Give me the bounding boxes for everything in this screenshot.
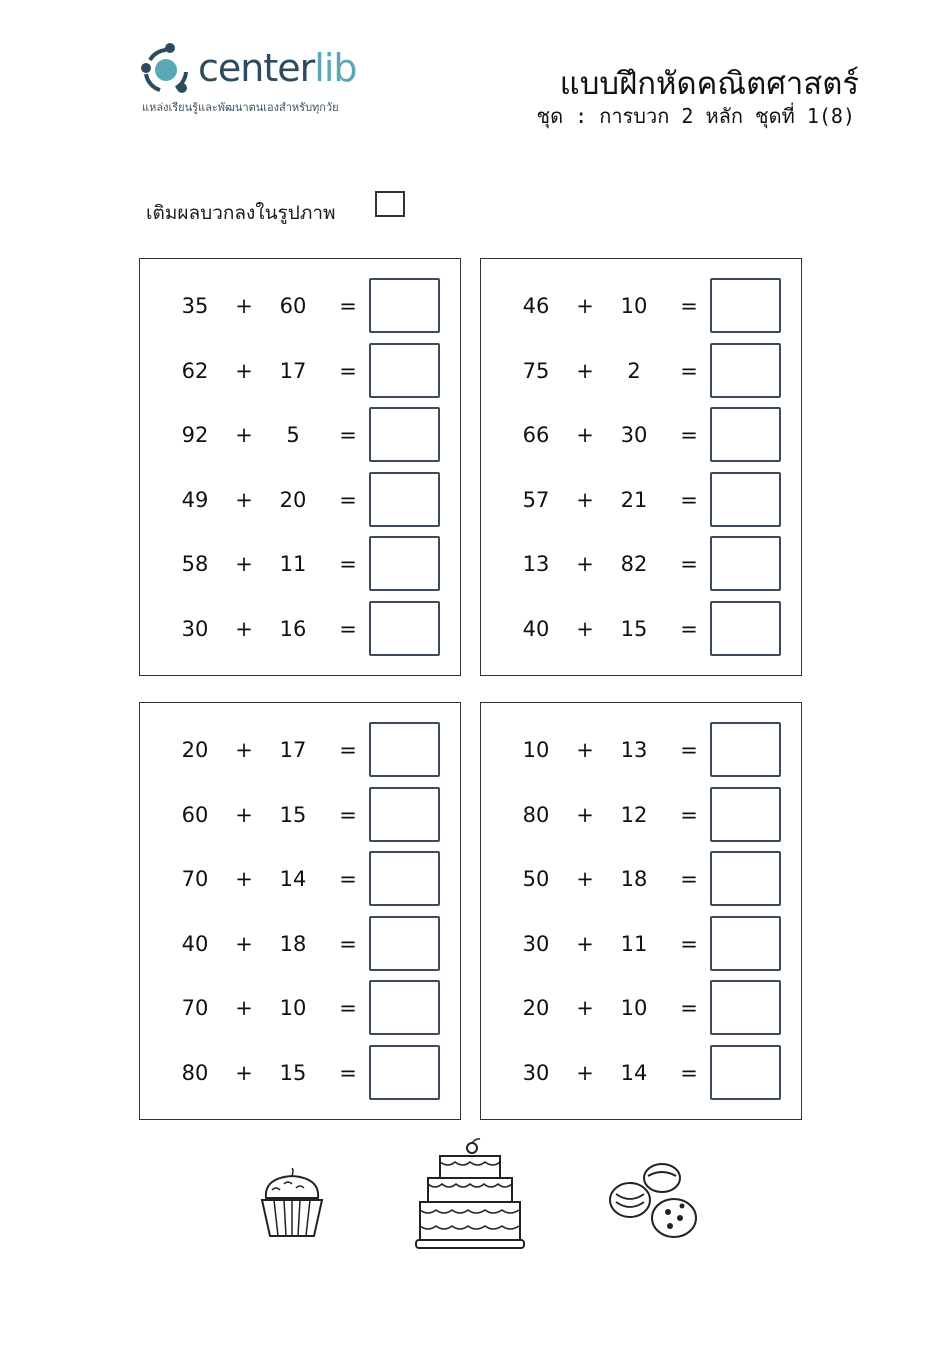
- plus-sign: +: [235, 617, 253, 641]
- worksheet-title: แบบฝึกหัดคณิตศาสตร์: [559, 66, 859, 102]
- addend-1: 30: [522, 931, 550, 956]
- addend-1: 20: [522, 996, 550, 1021]
- layer-cake-icon: [414, 1138, 526, 1252]
- equals-sign: =: [339, 802, 357, 827]
- plus-sign: +: [576, 617, 594, 641]
- addend-1: 66: [522, 423, 550, 448]
- addend-1: 20: [181, 738, 209, 762]
- problem-row: [481, 916, 801, 972]
- problem-row: [140, 851, 460, 907]
- answer-box[interactable]: [369, 722, 440, 777]
- equals-sign: =: [339, 487, 357, 512]
- addend-1: 70: [181, 867, 209, 892]
- addend-1: 13: [522, 552, 550, 577]
- answer-box[interactable]: [369, 1045, 440, 1100]
- plus-sign: +: [576, 867, 594, 892]
- problem-panel-1: [139, 258, 461, 676]
- addend-2: 14: [620, 1061, 648, 1085]
- plus-sign: +: [576, 423, 594, 448]
- addend-2: 10: [620, 996, 648, 1021]
- plus-sign: +: [235, 552, 253, 577]
- addend-2: 82: [620, 552, 648, 577]
- problem-row: [481, 343, 801, 399]
- addend-1: 40: [522, 617, 550, 641]
- problem-row: [140, 536, 460, 592]
- addend-2: 5: [286, 423, 300, 448]
- plus-sign: +: [576, 294, 594, 318]
- problem-row: [140, 601, 460, 657]
- addend-1: 40: [181, 931, 209, 956]
- plus-sign: +: [235, 996, 253, 1021]
- problem-row: [140, 407, 460, 463]
- equals-sign: =: [339, 996, 357, 1021]
- addend-2: 11: [620, 931, 648, 956]
- addend-2: 11: [279, 552, 307, 577]
- answer-box[interactable]: [710, 343, 781, 398]
- addend-2: 10: [620, 294, 648, 318]
- answer-box[interactable]: [369, 407, 440, 462]
- equals-sign: =: [680, 867, 698, 892]
- problem-panel-3: [139, 702, 461, 1120]
- addend-1: 58: [181, 552, 209, 577]
- problem-row: [481, 407, 801, 463]
- plus-sign: +: [235, 738, 253, 762]
- plus-sign: +: [576, 1061, 594, 1085]
- equals-sign: =: [680, 358, 698, 383]
- problem-row: [481, 980, 801, 1036]
- addend-1: 75: [522, 358, 550, 383]
- addend-1: 50: [522, 867, 550, 892]
- answer-box[interactable]: [710, 601, 781, 656]
- plus-sign: +: [576, 931, 594, 956]
- instruction-example-box: [375, 191, 405, 217]
- problem-panel-2: [480, 258, 802, 676]
- answer-box[interactable]: [710, 536, 781, 591]
- addend-1: 80: [522, 802, 550, 827]
- equals-sign: =: [339, 358, 357, 383]
- logo-wordmark: [198, 44, 357, 92]
- plus-sign: +: [576, 552, 594, 577]
- addend-2: 2: [627, 358, 641, 383]
- plus-sign: +: [576, 996, 594, 1021]
- addend-2: 14: [279, 867, 307, 892]
- addend-1: 10: [522, 738, 550, 762]
- equals-sign: =: [680, 617, 698, 641]
- answer-box[interactable]: [710, 407, 781, 462]
- addend-2: 10: [279, 996, 307, 1021]
- addend-1: 57: [522, 487, 550, 512]
- addend-2: 18: [279, 931, 307, 956]
- logo-brand-part1: center: [198, 46, 315, 90]
- equals-sign: =: [680, 1061, 698, 1085]
- addend-1: 92: [181, 423, 209, 448]
- cupcake-icon: [258, 1168, 326, 1240]
- problem-row: [140, 472, 460, 528]
- plus-sign: +: [576, 802, 594, 827]
- instruction-text: เติมผลบวกลงในรูปภาพ: [146, 202, 336, 224]
- plus-sign: +: [235, 802, 253, 827]
- problem-row: [140, 1045, 460, 1101]
- answer-box[interactable]: [369, 980, 440, 1035]
- addend-2: 16: [279, 617, 307, 641]
- answer-box[interactable]: [710, 916, 781, 971]
- plus-sign: +: [235, 294, 253, 318]
- addend-2: 60: [279, 294, 307, 318]
- addend-2: 18: [620, 867, 648, 892]
- answer-box[interactable]: [369, 472, 440, 527]
- addend-2: 21: [620, 487, 648, 512]
- answer-box[interactable]: [369, 536, 440, 591]
- addend-1: 70: [181, 996, 209, 1021]
- chocolates-icon: [608, 1162, 702, 1242]
- problem-row: [140, 980, 460, 1036]
- answer-box[interactable]: [369, 601, 440, 656]
- logo-mark-icon: [140, 42, 192, 94]
- problem-row: [481, 851, 801, 907]
- logo: [140, 40, 400, 120]
- answer-box[interactable]: [369, 851, 440, 906]
- addend-1: 30: [181, 617, 209, 641]
- problem-row: [481, 536, 801, 592]
- problem-panel-4: [480, 702, 802, 1120]
- problem-row: [140, 722, 460, 778]
- equals-sign: =: [680, 996, 698, 1021]
- answer-box[interactable]: [710, 1045, 781, 1100]
- equals-sign: =: [680, 423, 698, 448]
- problem-row: [481, 601, 801, 657]
- addend-1: 80: [181, 1061, 209, 1085]
- problem-row: [140, 787, 460, 843]
- problem-row: [481, 722, 801, 778]
- addend-2: 30: [620, 423, 648, 448]
- problem-row: [140, 916, 460, 972]
- problem-row: [481, 1045, 801, 1101]
- plus-sign: +: [235, 487, 253, 512]
- equals-sign: =: [339, 931, 357, 956]
- equals-sign: =: [339, 867, 357, 892]
- addend-1: 62: [181, 358, 209, 383]
- problem-row: [481, 787, 801, 843]
- plus-sign: +: [235, 358, 253, 383]
- addend-2: 12: [620, 802, 648, 827]
- addend-2: 13: [620, 738, 648, 762]
- plus-sign: +: [235, 1061, 253, 1085]
- equals-sign: =: [339, 294, 357, 318]
- plus-sign: +: [576, 738, 594, 762]
- answer-box[interactable]: [710, 472, 781, 527]
- equals-sign: =: [680, 738, 698, 762]
- addend-1: 30: [522, 1061, 550, 1085]
- equals-sign: =: [680, 802, 698, 827]
- plus-sign: +: [576, 487, 594, 512]
- addend-1: 35: [181, 294, 209, 318]
- logo-brand-part2: lib: [314, 46, 357, 90]
- addend-1: 46: [522, 294, 550, 318]
- addend-1: 49: [181, 487, 209, 512]
- equals-sign: =: [339, 738, 357, 762]
- addend-2: 17: [279, 738, 307, 762]
- plus-sign: +: [576, 358, 594, 383]
- answer-box[interactable]: [710, 278, 781, 333]
- answer-box[interactable]: [710, 851, 781, 906]
- problem-row: [140, 278, 460, 334]
- plus-sign: +: [235, 931, 253, 956]
- equals-sign: =: [339, 1061, 357, 1085]
- problem-row: [481, 472, 801, 528]
- equals-sign: =: [339, 617, 357, 641]
- problem-row: [481, 278, 801, 334]
- answer-box[interactable]: [369, 343, 440, 398]
- logo-tagline: แหล่งเรียนรู้และพัฒนาตนเองสำหรับทุกวัย: [142, 101, 339, 114]
- answer-box[interactable]: [369, 278, 440, 333]
- answer-box[interactable]: [710, 980, 781, 1035]
- addend-2: 15: [279, 802, 307, 827]
- equals-sign: =: [680, 552, 698, 577]
- addend-2: 17: [279, 358, 307, 383]
- plus-sign: +: [235, 867, 253, 892]
- answer-box[interactable]: [710, 787, 781, 842]
- addend-2: 15: [279, 1061, 307, 1085]
- addend-2: 15: [620, 617, 648, 641]
- addend-1: 60: [181, 802, 209, 827]
- equals-sign: =: [680, 487, 698, 512]
- answer-box[interactable]: [369, 787, 440, 842]
- answer-box[interactable]: [710, 722, 781, 777]
- equals-sign: =: [339, 552, 357, 577]
- equals-sign: =: [680, 931, 698, 956]
- answer-box[interactable]: [369, 916, 440, 971]
- addend-2: 20: [279, 487, 307, 512]
- equals-sign: =: [680, 294, 698, 318]
- plus-sign: +: [235, 423, 253, 448]
- problem-row: [140, 343, 460, 399]
- equals-sign: =: [339, 423, 357, 448]
- worksheet-subtitle: ชุด : การบวก 2 หลัก ชุดที่ 1(8): [536, 104, 855, 128]
